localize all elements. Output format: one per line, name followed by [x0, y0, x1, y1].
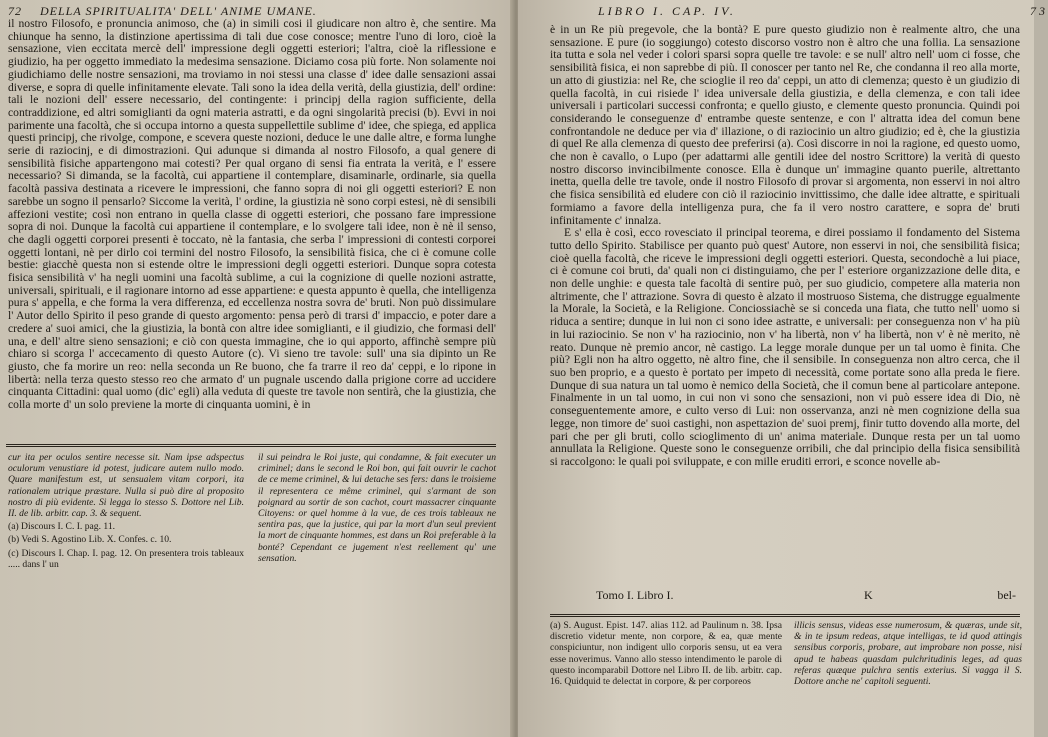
signature-mark: K — [864, 588, 873, 602]
catchword: bel- — [997, 588, 1016, 602]
right-paragraph-2: E s' ella è così, ecco rovesciato il principal teorema, e direi possiamo il fondamento del Sistema tutto dello Spirito. Stabilisce per quanto può quest' Autore, non esservi in noi, che sensibilità fisica; cioè quella facoltà, che riceve le impressioni degli oggetti esteriori. Questa, secondochè a lui piace, ci è comune coi bruti, da' quali non ci distinguiamo, che per l' esteriore organizzazione delle dita, e non delle unghie: e questa tale facoltà di sentire può, per suo giudicio, competere alla materia non altrimente, che l' attrazione. Sovra di questo è alzato il mostruoso Sistema, che distrugge egualmente la Morale, la Società, e la Religione. Conciossiachè se si conceda una fiata, che tutto nell' uomo si riduca a sentire; dunque in lui non ci sono idee astratte, e universali: per conseguenza non v' ha più in lui raziocinio. Se non v' ha raziocinio, non v' ha libertà, non v' ha libertà, non v' è nè merito, nè reato. Dunque nè premio ancor, nè castigo. La legge morale dunque per un tal uomo è finita. Che più? Egli non ha altro oggetto, nè altro fine, che il sensibile. In conseguenza non altro cerca, che il suo ben proprio, e a questo è portato per impeto di necessità, come portate sono alla preda le fiere. Dunque di sua natura un tal uomo è nemico della Società, che il comun bene al particolare antepone. Finalmente in un tal uomo, in cui non vi sono che sensazioni, non vi può essere idea di Dio, nè conseguentemente amore, e culto verso di Lui: non osservanza, anzi nè men cognizione della sua legge, non timore de' suoi castighi, non aspettazion de' suoi premj, finir tutto dovendo alla morte, del pari che per gli bruti, collo scioglimento di un' anima materiale. Dunque resta per un tal uomo annullata la Religione. Queste sono le conseguenze orribili, che dal principio della fisica sensibilità si raccolgono: le quali poi sviluppate, e con mille eruditi errori, e sconce novelle ab- — [550, 226, 1020, 468]
left-page — [0, 0, 514, 737]
right-paragraph-1: è in un Re più pregevole, che la bontà? E pure questo giudizio non è realmente altro, che una sensazione. E pure (io soggiungo) cotesto discorso vostro non è altro che una follia. La sensazione ita tutta e sola nel veder i colori sparsi sopra quelle tre tavole: e se null' altro nell' uom ci fosse, che sensibilità fisica, ei non saprebbe di più. Il conoscer per tanto nel Re, che condanna il reo alla morte, un atto di giustizia: nel Re, che scioglie il reo da' ceppi, un atto di clemenza; questo è un giudizio di quella facoltà, in cui risiede l' idea universale della giustizia, e della clemenza, e con tali idee universali i particolari successi confronta; e quello giusto, e clemente questo pronuncia. Quindi poi considerando le conseguenze d' entrambe queste sentenze, e con l' altratta idea del comun bene confrontandole ne deduce per via d' illazione, o di raziocinio un altro giudizio; ed è, che la giustizia di quel Re alla clemenza di questo dee preferirsi (a). Così discorre in noi la ragione, ed questo uomo, che non è cavallo, o Lupo (per adattarmi alle gentili idee del nostro Scrittore) la verità di questo nostro discorso invincibilmente conosce. Ella è dunque un' immagine quanto puerile, altrettanto inetta, quella delle tre tavole, onde il nostro Filosofo di provar si argomenta, non esservi in noi altro che fisica sensibilità ed eludere con ciò il raziocinio invittissimo, che dalle idee altratte, e spirituali formiamo a favore della intelligenza pura, che fa il vero nostro carattere, e sopra de' bruti infinitamente c' innalza. — [550, 23, 1020, 227]
left-footnote-1: cur ita per oculos sentire necesse sit. Nam ipse adspectus oculorum venustiare id potest, judicare autem nullo modo. Quare manifestum est, ut sensualem vitam corpori, ita rationalem utrique præstare. Nulla si può dire al proposito nostro di più evidente. Si legga lo stesso S. Dottore nel Lib. II. de lib. arbitr. cap. 3. & sequent. — [8, 452, 244, 520]
running-head-right — [598, 4, 1048, 19]
left-footnote-3: (b) Vedi S. Agostino Lib. X. Confes. c. 10. — [8, 534, 172, 546]
left-footnote-4: (c) Discours I. Chap. I. pag. 12. On presentera trois tableaux ..... dans l' un — [8, 547, 244, 570]
right-footnotes — [550, 620, 1022, 736]
footnote-rule-right — [550, 614, 1020, 617]
page-number-right: 73 — [1030, 4, 1048, 18]
left-paragraph-1: il nostro Filosofo, e pronuncia animoso, che (a) in simili cosi il giudicare non altro è, che sentire. Ma chiunque ha senno, la distinzione apertissima di tali due cose conosce; mentre l'uno di loro, cioè la sensazione, vien eccitata mercè dell' impressione degli oggetti esteriori; l'altra, cioè la riflessione e giudizio, ha per oggetto immediato la medesima sensazione. Diciamo cosa più forte. Non solamente noi giudichiamo delle nostre sensazioni, ma troviamo in noi stessi una classe d' idee dalle sensazioni assai diverse, e sopra di quelle infinitamente elevate. Tali sono la idea della verità, della giustizia, dell' ordine: tali le nozioni dell' essere necessario, del contingente: i principj della ragion sufficiente, della contraddizione, ed altri somiglianti da ogni materia astratti, e da ogni singolarità precisi (b). Evvi in noi parimente una facoltà, che si occupa intorno a questa suppellettile sublime d' idee, che spiega, ed applica questi principj, che rivolge, compone, e scevera queste nozioni, deduce le une dalle altre, e forma lunghe serie di raziocinj, e di dimostrazioni. Qui adunque si dimanda al nostro Filosofo, a qual genere di sensibilità fisiche appartengono mai cotesti? Per qual organo di sensi fia entrata la verità, e l' essere necessario? Si dimanda, se la facoltà, cui appartiene il contemplare, disaminarle, ordinarle, sia quella facoltà passiva destinata a ricevere le impressioni, che fanno sopra di noi gli oggetti esteriori? E non sarebbe un sogno il pensarlo? Siccome la verità, l' ordine, la giustizia nè sono corpi estesi, nè di sensibili affezioni vestite; così non entrano in quella classe di oggetti esteriori, che possano fare impressione sopra di noi. Dunque la facoltà cui appartiene il contemplare, e lo svolgere tali idee, non è nè il senso, che dagli oggetti corporei presenti è toccato, nè la fantasia, che serba l' impressioni di contesti corporei oggetti lontani, nè per dirlo coi termini del nostro Filosofo, la sensibilità fisica, che ci è comune colle bestie: giacchè questa non si estende oltre le impressioni degli oggetti esteriori. Dunque sopra cotesta fisica sensibilità v' ha negli uomini una facoltà sublime, a cui la cognizione di quelle nozioni astratte, universali, spirituali, e il ragionare intorno ad esse appartiene: e questa appunto è quella, che intelligenza pura s' appella, e che forma la vera differenza, ed eccellenza nostra sovra de' bruti. Non può dissimulare l' Autor dello Spirito il peso grande di questo argomento: pensa però di trarsi d' impaccio, e poter dare a credere a' suoi amici, che la giustizia, la bontà con altre idee somiglianti, e il giudizio, che formasi dell' una, e dell' altre sieno sensazioni; e ciò con questa immagine, che io qui apporto, affinchè sempre più chiaro si scorga l' accecamento di questo Autore (c). Vi sieno tre tavole: sull' una sia dipinto un Re giusto, che fa morire un reo: nella seconda un Re buono, che fa trarre il reo da' ceppi, e lo ripone in libertà: nella terza questo stesso reo che armato d' un pugnale uscendo dalla prigione corre ad uccidere cinquanta Cittadini: qual uomo (dic' egli) alla veduta di queste tre tavole non sentirà, che la giustizia, che colla morte d' un solo previene la morte di cinquanta uomini, è in — [8, 17, 496, 412]
footnote-rule-left — [6, 444, 496, 447]
right-footnotes-column-1 — [550, 620, 782, 687]
left-body-text — [8, 18, 496, 436]
left-footnote-5: il sui peindra le Roi juste, qui condamne, & fait executer un criminel; dans le second le Roi bon, qui fait ouvrir le cachot de ce meme criminel, & lui detache ses fers: dans le troisieme il representera ce même criminel, qui s'armant de son poignard au sortir de son cachot, court massacrer cinquante Citoyens: or quel homme à la vue, de ces trois tableaux ne sentira pas, que la justice, qui par la mort d'un seul previent la mort de cinquante hommes, est dans un Roi preferable à la bonté? Cependant ce jugement n'est reellement qu' une sensation. — [258, 452, 496, 564]
running-head-title-right: LIBRO I. CAP. IV. — [598, 4, 736, 18]
right-footnotes-column-2 — [794, 620, 1022, 687]
page-number-left: 72 — [8, 4, 22, 18]
right-footnote-2: illicis sensus, videas esse numerosum, & quæras, unde sit, & in te ipsum redeas, atque intelligas, te id quod attingis sensibus corporis, probare, aut improbare non posse, nisi apud te habeas quasdam pulchritudinis leges, ad quas referas quæque pulchra sentis exterius. Si vagga il S. Dottore anche ne' capitoli seguenti. — [794, 620, 1022, 688]
right-body-text — [550, 24, 1020, 586]
right-page — [518, 0, 1048, 737]
left-footnote-2: (a) Discours I. C. I. pag. 11. — [8, 521, 116, 533]
left-footnotes-column-1 — [8, 452, 244, 570]
signature-tomo: Tomo I. Libro I. — [596, 588, 674, 602]
left-footnotes-column-2 — [258, 452, 496, 564]
running-head-title-left: DELLA SPIRITUALITA' DELL' ANIME UMANE. — [40, 4, 317, 18]
left-footnotes — [8, 452, 496, 732]
right-footnote-1: (a) S. August. Epist. 147. alias 112. ad Paulinum n. 38. Ipsa discretio videtur mente, non corpore, & ea, quæ mente conspiciuntur, non indigent ullo corporis sensu, ut ea vera esse noverimus. Vanno allo stesso intendimento le parole di questo incomparabil Dottore nel Libro II. de lib. arbitr. cap. 16. Quidquid te delectat in corpore, & per corporeos — [550, 620, 782, 688]
